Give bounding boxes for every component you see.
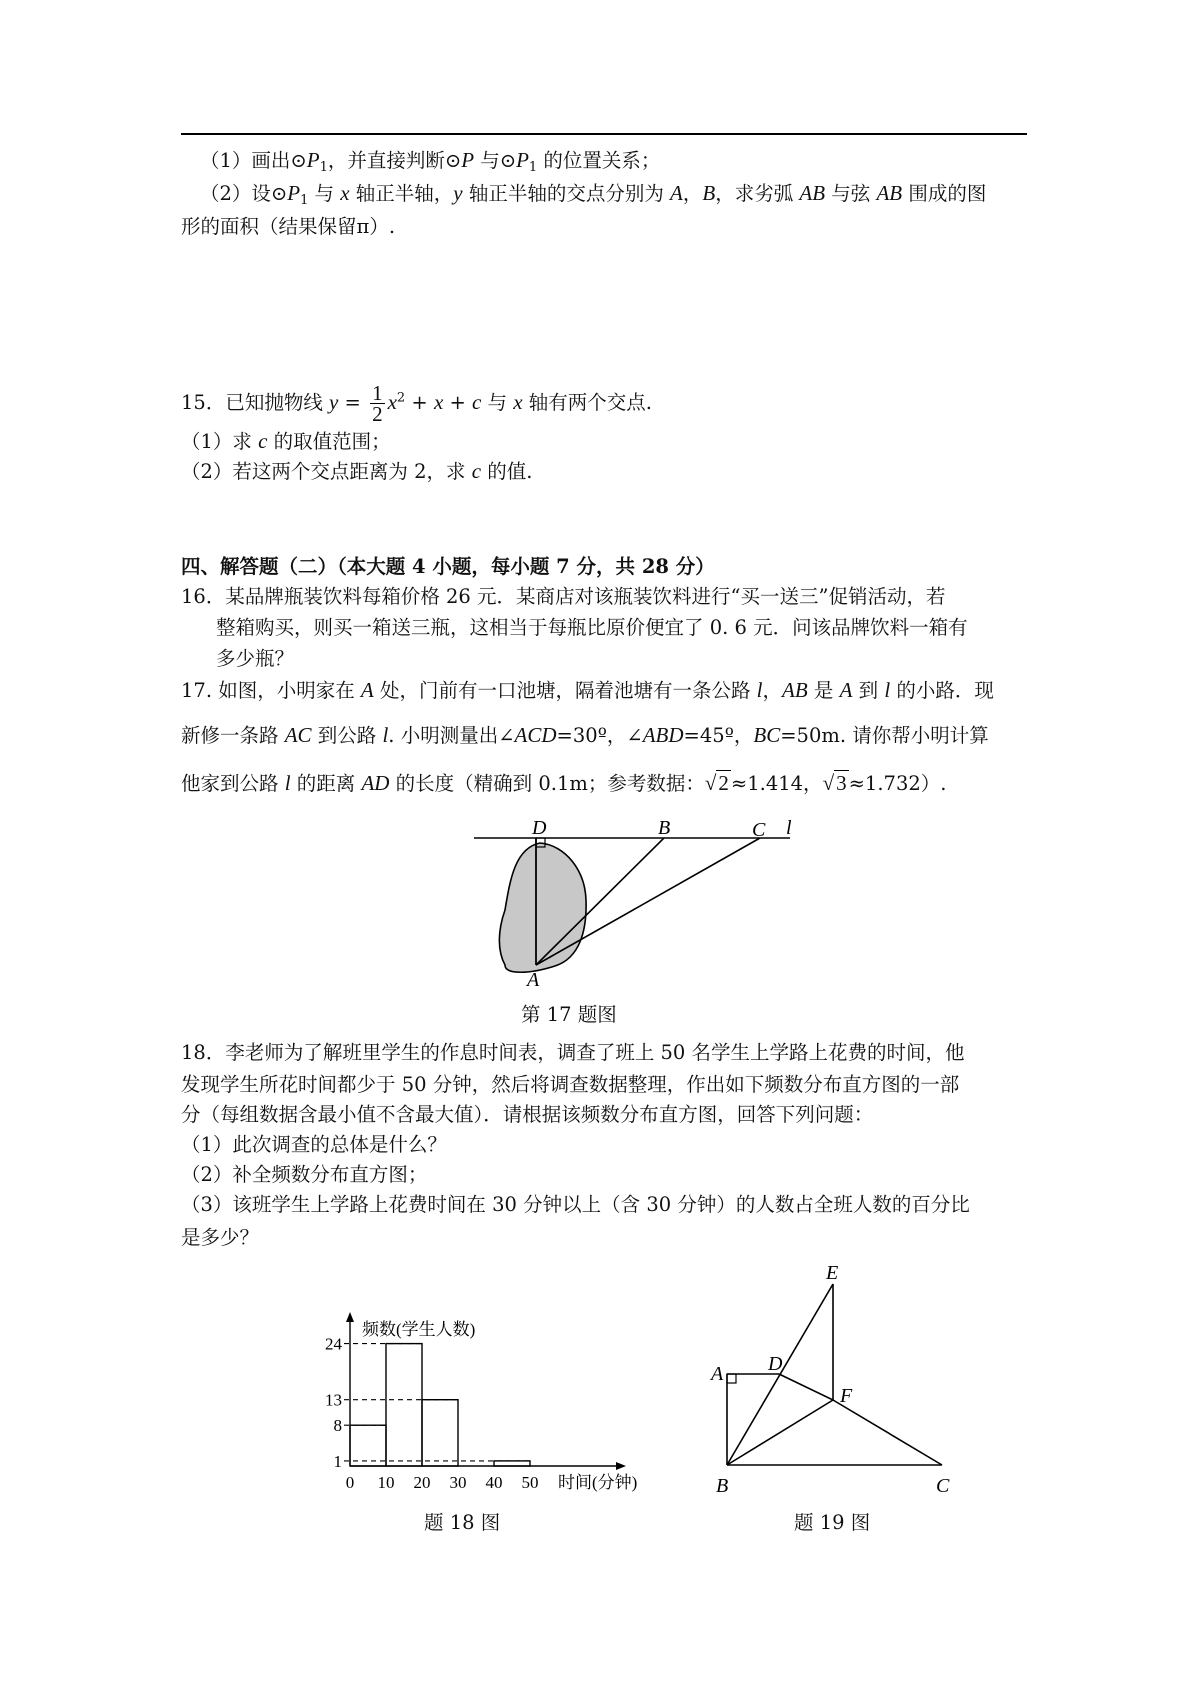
x-tick-label-20: 20 bbox=[413, 1473, 431, 1492]
label-f: F bbox=[840, 1385, 853, 1407]
segment-df bbox=[779, 1374, 833, 1400]
x-tick-label-50: 50 bbox=[521, 1473, 539, 1492]
figure-18-caption: 题 18 图 bbox=[424, 1511, 501, 1534]
q17-line1: 17. 如图，小明家在 A 处，门前有一口池塘，隔着池塘有一条公路 l，AB 是 A 到 l 的小路．现 bbox=[181, 678, 994, 702]
x-tick-label-30: 30 bbox=[449, 1473, 467, 1492]
q18-part3: （3）该班学生上学路上花费时间在 30 分钟以上（含 30 分钟）的人数占全班人数的百分比 bbox=[181, 1193, 970, 1216]
figure-17-caption: 第 17 题图 bbox=[521, 1003, 617, 1026]
q18-part2: （2）补全频数分布直方图； bbox=[181, 1163, 428, 1186]
label-a: A bbox=[711, 1363, 724, 1385]
q16-line3: 多少瓶？ bbox=[216, 647, 295, 670]
y-axis-label: 频数(学生人数) bbox=[362, 1320, 476, 1339]
label-d: D bbox=[768, 1353, 783, 1375]
sqrt2: √2 bbox=[704, 771, 729, 795]
q18-line3: 分（每组数据含最小值不含最大值）．请根据该频数分布直方图，回答下列问题： bbox=[181, 1103, 874, 1126]
x-tick-label-40: 40 bbox=[485, 1473, 503, 1492]
label-b: B bbox=[716, 1475, 729, 1497]
segment-fc bbox=[833, 1400, 942, 1465]
y-tick-label-13: 13 bbox=[325, 1390, 342, 1410]
x-axis-label: 时间(分钟) bbox=[558, 1473, 638, 1492]
label-b: B bbox=[658, 817, 671, 839]
q16-line1: 16．某品牌瓶装饮料每箱价格 26 元．某商店对该瓶装饮料进行“买一送三”促销活动，若 bbox=[181, 585, 946, 608]
x-tick-label-10: 10 bbox=[377, 1473, 395, 1492]
label-a: A bbox=[527, 969, 540, 991]
q18-line2: 发现学生所花时间都少于 50 分钟，然后将调查数据整理，作出如下频数分布直方图的一部 bbox=[181, 1073, 960, 1096]
q15-part2: （2）若这两个交点距离为 2，求 c 的值. bbox=[181, 459, 533, 483]
section4-title: 四、解答题（二）（本大题 4 小题，每小题 7 分，共 28 分） bbox=[181, 555, 715, 578]
q17-line2: 新修一条路 AC 到公路 l. 小明测量出∠ACD=30º，∠ABD=45º，BC=50m. 请你帮小明计算 bbox=[181, 723, 989, 747]
q15-fraction: $\frac{1}{2}$ bbox=[372, 381, 383, 426]
q15-part1: （1）求 c 的取值范围； bbox=[181, 429, 391, 453]
q14-part2: （2）设$⊙P_1$ 与 x 轴正半轴，y 轴正半轴的交点分别为 A，B，求劣弧 AB 与弦 AB 围成的图 bbox=[200, 181, 987, 208]
figure-19-caption: 题 19 图 bbox=[794, 1511, 871, 1534]
label-d: D bbox=[532, 817, 547, 839]
label-e: E bbox=[826, 1262, 839, 1284]
label-c: C bbox=[936, 1475, 950, 1497]
right-angle-mark-a bbox=[727, 1374, 736, 1383]
y-tick-label-8: 8 bbox=[333, 1416, 342, 1436]
q16-line2: 整箱购买，则买一箱送三瓶，这相当于每瓶比原价便宜了 0. 6 元．问该品牌饮料一箱有 bbox=[216, 616, 968, 639]
q18-part1: （1）此次调查的总体是什么？ bbox=[181, 1133, 447, 1156]
q17-line3: 他家到公路 l 的距离 AD 的长度（精确到 0.1m；参考数据：√2 ≈1.414，√3 ≈1.732）. bbox=[181, 771, 947, 795]
q14-part1: （1）画出$⊙P_1$，并直接判断⊙P 与$⊙P_1$ 的位置关系； bbox=[200, 148, 661, 175]
y-tick-label-1: 1 bbox=[333, 1451, 342, 1471]
x-tick-label-0: 0 bbox=[345, 1473, 355, 1492]
y-tick-label-24: 24 bbox=[325, 1334, 342, 1354]
label-c: C bbox=[752, 819, 766, 841]
segment-bf bbox=[727, 1400, 833, 1465]
label-l: l bbox=[786, 817, 792, 839]
q15-stem: 15．已知抛物线 y = $\frac{1}{2}$ $x^2 + x + c$ 与 x 轴有两个交点. bbox=[181, 381, 652, 426]
sqrt3: √3 bbox=[822, 771, 847, 795]
q18-line1: 18．李老师为了解班里学生的作息时间表，调查了班上 50 名学生上学路上花费的时间，他 bbox=[181, 1041, 965, 1064]
q18-part3-line2: 是多少？ bbox=[181, 1226, 260, 1249]
q14-part2-line2: 形的面积（结果保留π）. bbox=[181, 215, 396, 238]
